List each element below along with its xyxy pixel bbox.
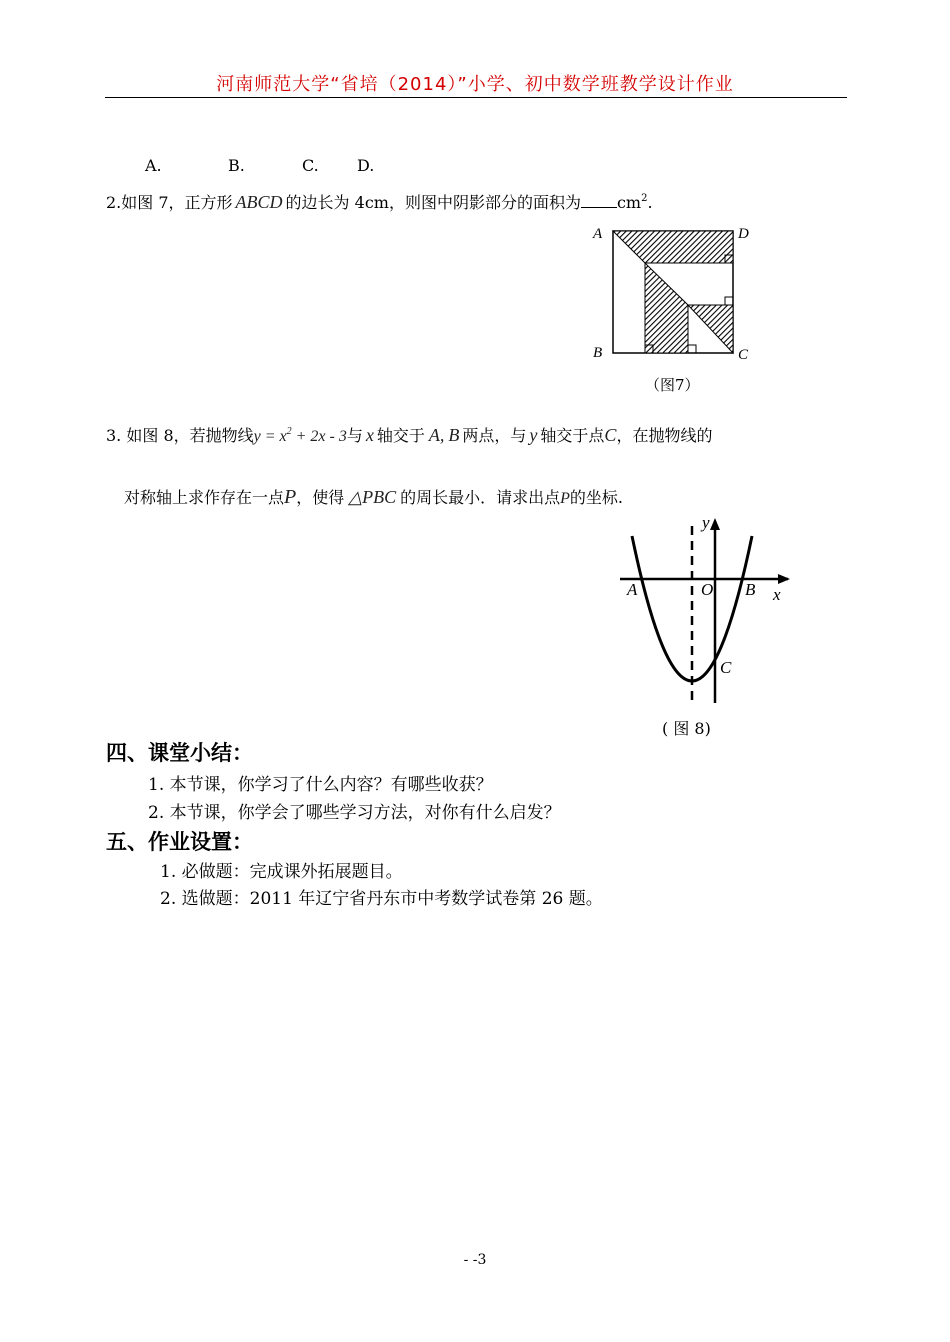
figure-7 — [585, 215, 765, 400]
choice-d: D. — [357, 156, 375, 175]
page-header-title: 河南师范大学“省培（2014）”小学、初中数学班教学设计作业 — [216, 74, 734, 95]
q3-text-4: 轴交于点 — [540, 426, 605, 445]
choice-c: C. — [302, 156, 319, 175]
q3-text-1: 与 — [346, 426, 363, 445]
choice-a: A. — [145, 156, 162, 175]
question-2 — [106, 190, 653, 213]
q3-prefix: 3. 如图 8，若抛物线 — [106, 426, 254, 445]
q2-end: . — [647, 193, 653, 212]
q3-triangle-pbc: △PBC — [348, 487, 397, 507]
fig8-label-x: x — [773, 585, 781, 604]
section-5-item-2: 2. 选做题：2011 年辽宁省丹东市中考数学试卷第 26 题。 — [160, 889, 603, 909]
section-4-item-2: 2. 本节课，你学会了哪些学习方法，对你有什么启发？ — [148, 803, 561, 823]
q3-line2-c: 的周长最小．请求出点 — [400, 488, 561, 507]
q3-line2-a: 对称轴上求作存在一点 — [124, 488, 285, 507]
section-4-item-1: 1. 本节课，你学习了什么内容？有哪些收获？ — [148, 775, 493, 795]
header-rule — [105, 97, 847, 98]
section-4-title: 四、课堂小结： — [106, 741, 253, 765]
q3-var-y: y — [529, 425, 538, 445]
q3-point-a: A, — [428, 425, 445, 445]
fig7-label-a: A — [593, 226, 603, 242]
question-3-line-1 — [106, 423, 712, 446]
q3-line2-b: ，使得 — [296, 488, 345, 507]
q3-point-p-2: P — [560, 490, 570, 507]
q2-suffix: 的边长为 4cm，则图中阴影部分的面积为 — [285, 193, 581, 212]
fig8-label-a: A — [627, 580, 638, 599]
q2-prefix: 2.如图 7，正方形 — [106, 193, 233, 212]
fig8-label-o: O — [701, 580, 714, 599]
section-5-item-1: 1. 必做题：完成课外拓展题目。 — [160, 862, 403, 882]
answer-blank — [581, 193, 617, 208]
figure-8 — [610, 508, 810, 738]
q3-equation — [254, 428, 347, 445]
fig8-label-y: y — [702, 513, 710, 532]
q3-eq-sup: 2 — [286, 426, 292, 437]
fig8-label-b: B — [745, 580, 756, 599]
page-number: - -3 — [463, 1252, 487, 1268]
q2-unit-sup: 2 — [641, 193, 648, 204]
q2-unit: cm — [616, 193, 642, 212]
q3-point-p: P — [284, 486, 297, 508]
fig8-caption: ( 图 8) — [662, 719, 711, 738]
section-5-title: 五、作业设置： — [106, 830, 253, 854]
fig7-label-d: D — [738, 226, 749, 242]
choice-b: B. — [228, 156, 245, 175]
fig7-label-b: B — [593, 345, 603, 361]
q3-text-2: 轴交于 — [376, 426, 425, 445]
q3-point-b: B — [448, 425, 460, 445]
q3-var-x: x — [365, 425, 374, 445]
fig7-label-c: C — [738, 347, 749, 363]
q3-text-3: 两点，与 — [462, 426, 527, 445]
q3-eq-rest: + 2x - 3 — [291, 428, 347, 445]
fig8-label-c: C — [720, 658, 732, 677]
fig7-caption: （图7） — [645, 376, 700, 394]
q2-math-abcd: ABCD — [235, 192, 283, 212]
question-3-line-2 — [124, 485, 623, 509]
q3-text-5: ，在抛物线的 — [616, 426, 713, 445]
q3-point-c: C — [604, 425, 617, 445]
q3-eq-main: y = x — [253, 428, 287, 445]
q3-line2-d: 的坐标. — [569, 488, 623, 507]
